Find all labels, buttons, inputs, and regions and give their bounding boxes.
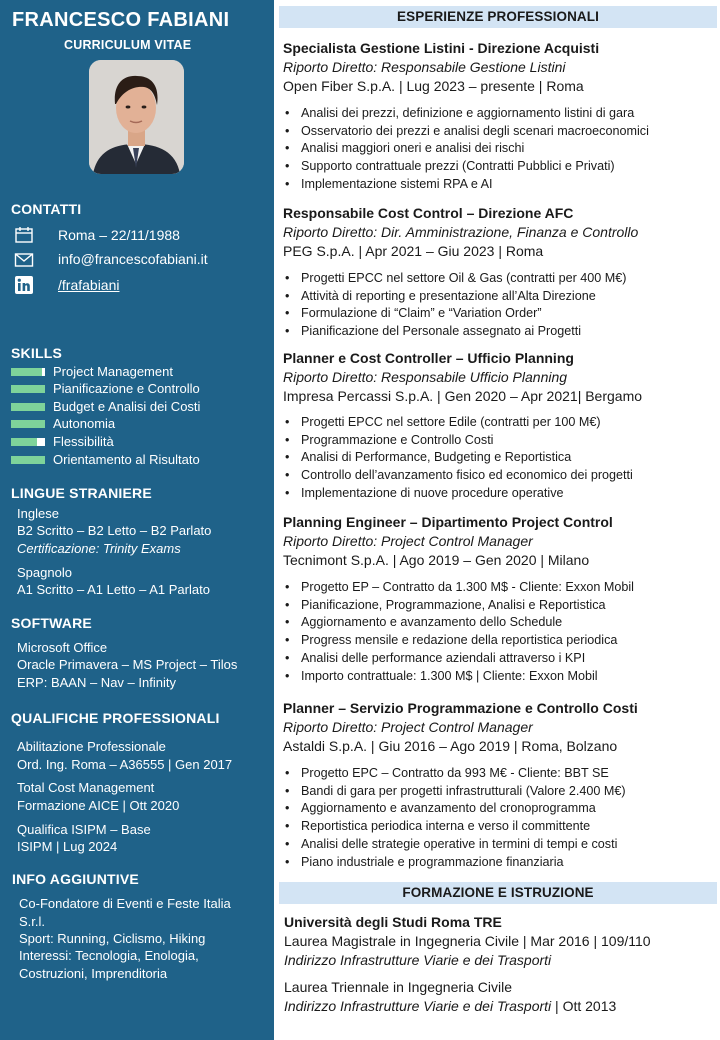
info-line: Co-Fondatore di Eventi e Feste Italia	[19, 896, 231, 911]
bachelor-track-line	[284, 998, 616, 1014]
skill-item	[11, 364, 271, 381]
skill-level-bar	[11, 456, 45, 464]
sidebar	[0, 0, 274, 1040]
skill-level-bar	[11, 368, 45, 376]
job-bullets	[283, 414, 633, 503]
software-line: Microsoft Office	[17, 640, 108, 655]
job-title: Responsabile Cost Control – Direzione AFC	[283, 205, 574, 221]
qualification-line: Abilitazione Professionale	[17, 739, 166, 754]
list-item: • Pianificazione del Personale assegnato ai Progetti	[283, 323, 626, 341]
contacts-heading: CONTATTI	[11, 201, 82, 217]
job-company: Astaldi S.p.A. | Giu 2016 – Ago 2019 | Roma, Bolzano	[283, 738, 618, 754]
job-company: Open Fiber S.p.A. | Lug 2023 – presente | Roma	[283, 78, 584, 94]
software-line: ERP: BAAN – Nav – Infinity	[17, 675, 176, 690]
list-item: • Bandi di gara per progetti infrastrutturali (Valore 2.400 M€)	[283, 783, 626, 801]
job-report: Riporto Diretto: Project Control Manager	[283, 719, 533, 735]
language-english: Inglese	[17, 506, 59, 521]
list-item: • Importo contrattuale: 1.300 M$ | Cliente: Exxon Mobil	[283, 668, 634, 686]
skill-label: Flessibilità	[53, 434, 114, 449]
experience-heading: ESPERIENZE PROFESSIONALI	[279, 6, 717, 28]
list-item: • Aggiornamento e avanzamento del cronoprogramma	[283, 800, 626, 818]
list-item: • Analisi delle strategie operative in termini di tempi e costi	[283, 836, 626, 854]
language-spanish: Spagnolo	[17, 565, 72, 580]
cv-subtitle: CURRICULUM VITAE	[64, 38, 192, 52]
skill-level-bar	[11, 385, 45, 393]
list-item: • Progetti EPCC nel settore Oil & Gas (contratti per 400 M€)	[283, 270, 626, 288]
profile-photo	[89, 60, 184, 174]
list-item: • Progress mensile e redazione della reportistica periodica	[283, 632, 634, 650]
info-line: Interessi: Tecnologia, Enologia,	[19, 948, 199, 963]
skill-level-fill	[11, 456, 45, 464]
list-item: • Programmazione e Controllo Costi	[283, 432, 633, 450]
qualifications-heading: QUALIFICHE PROFESSIONALI	[11, 710, 220, 726]
job-title: Planner e Cost Controller – Ufficio Planning	[283, 350, 574, 366]
skill-label: Budget e Analisi dei Costi	[53, 399, 201, 414]
info-line: Costruzioni, Imprenditoria	[19, 966, 168, 981]
skill-level-fill	[11, 438, 37, 446]
job-title: Planner – Servizio Programmazione e Controllo Costi	[283, 700, 638, 716]
list-item: • Analisi dei prezzi, definizione e aggiornamento listini di gara	[283, 105, 649, 123]
master-track: Indirizzo Infrastrutture Viarie e dei Trasporti	[284, 952, 552, 968]
english-certification: Certificazione: Trinity Exams	[17, 541, 181, 556]
list-item: • Analisi maggiori oneri e analisi dei rischi	[283, 140, 649, 158]
list-item: • Implementazione sistemi RPA e AI	[283, 176, 649, 194]
job-company: Tecnimont S.p.A. | Ago 2019 – Gen 2020 | Milano	[283, 552, 590, 568]
list-item: • Aggiornamento e avanzamento dello Schedule	[283, 614, 634, 632]
job-report: Riporto Diretto: Responsabile Ufficio Planning	[283, 369, 568, 385]
job-bullets	[283, 765, 626, 871]
list-item: • Progetto EPC – Contratto da 993 M€ - Cliente: BBT SE	[283, 765, 626, 783]
qualification-line: Qualifica ISIPM – Base	[17, 822, 151, 837]
job-bullets	[283, 579, 634, 685]
qualification-line: ISIPM | Lug 2024	[17, 839, 118, 854]
skill-item	[11, 416, 271, 433]
job-report: Riporto Diretto: Responsabile Gestione Listini	[283, 59, 566, 75]
list-item: • Controllo dell’avanzamento fisico ed economico dei progetti	[283, 467, 633, 485]
software-heading: SOFTWARE	[11, 615, 92, 631]
job-company: Impresa Percassi S.p.A. | Gen 2020 – Apr 2021| Bergamo	[283, 388, 643, 404]
job-title: Planning Engineer – Dipartimento Project Control	[283, 514, 613, 530]
bachelor-track: Indirizzo Infrastrutture Viarie e dei Trasporti	[284, 998, 552, 1014]
skill-level-fill	[11, 420, 45, 428]
job-report: Riporto Diretto: Dir. Amministrazione, Finanza e Controllo	[283, 224, 639, 240]
linkedin-icon	[14, 276, 34, 294]
calendar-icon	[14, 226, 34, 244]
list-item: • Progetto EP – Contratto da 1.300 M$ - Cliente: Exxon Mobil	[283, 579, 634, 597]
list-item: • Reportistica periodica interna e verso il committente	[283, 818, 626, 836]
info-line: Sport: Running, Ciclismo, Hiking	[19, 931, 206, 946]
list-item: • Implementazione di nuove procedure operative	[283, 485, 633, 503]
mail-icon	[14, 251, 34, 269]
linkedin-link[interactable]: /frafabiani	[58, 277, 120, 293]
skill-label: Project Management	[53, 364, 173, 379]
skill-label: Orientamento al Risultato	[53, 452, 200, 467]
job-company: PEG S.p.A. | Apr 2021 – Giu 2023 | Roma	[283, 243, 544, 259]
job-report: Riporto Diretto: Project Control Manager	[283, 533, 533, 549]
bachelor-degree: Laurea Triennale in Ingegneria Civile	[284, 979, 513, 995]
info-line: S.r.l.	[19, 914, 46, 929]
list-item: • Osservatorio dei prezzi e analisi degli scenari macroeconomici	[283, 123, 649, 141]
person-name: FRANCESCO FABIANI	[12, 9, 230, 31]
skill-level-bar	[11, 420, 45, 428]
skill-level-fill	[11, 385, 45, 393]
list-item: • Supporto contrattuale prezzi (Contratti Pubblici e Privati)	[283, 158, 649, 176]
skill-item	[11, 399, 271, 416]
job-bullets	[283, 270, 626, 341]
list-item: • Formulazione di “Claim” e “Variation Order”	[283, 305, 626, 323]
skill-level-fill	[11, 368, 42, 376]
list-item: • Analisi di Performance, Budgeting e Reportistica	[283, 449, 633, 467]
university-name: Università degli Studi Roma TRE	[284, 914, 502, 930]
master-degree: Laurea Magistrale in Ingegneria Civile | Mar 2016 | 109/110	[284, 933, 651, 949]
skill-level-bar	[11, 438, 45, 446]
skill-item	[11, 381, 271, 398]
english-levels: B2 Scritto – B2 Letto – B2 Parlato	[17, 523, 212, 538]
qualification-line: Total Cost Management	[17, 780, 155, 795]
skills-heading: SKILLS	[11, 345, 62, 361]
list-item: • Piano industriale e programmazione finanziaria	[283, 854, 626, 872]
birth-info: Roma – 22/11/1988	[58, 227, 180, 243]
skill-label: Pianificazione e Controllo	[53, 381, 200, 396]
qualification-line: Ord. Ing. Roma – A36555 | Gen 2017	[17, 757, 233, 772]
qualification-line: Formazione AICE | Ott 2020	[17, 798, 180, 813]
skill-item	[11, 434, 271, 451]
bachelor-date: | Ott 2013	[551, 998, 617, 1014]
skill-level-fill	[11, 403, 45, 411]
email-link[interactable]: info@francescofabiani.it	[58, 251, 208, 267]
languages-heading: LINGUE STRANIERE	[11, 485, 152, 501]
list-item: • Progetti EPCC nel settore Edile (contratti per 100 M€)	[283, 414, 633, 432]
software-line: Oracle Primavera – MS Project – Tilos	[17, 657, 238, 672]
skill-item	[11, 452, 271, 469]
list-item: • Analisi delle performance aziendali attraverso i KPI	[283, 650, 634, 668]
list-item: • Pianificazione, Programmazione, Analisi e Reportistica	[283, 597, 634, 615]
job-title: Specialista Gestione Listini - Direzione Acquisti	[283, 40, 600, 56]
info-heading: INFO AGGIUNTIVE	[12, 871, 139, 887]
education-heading: FORMAZIONE E ISTRUZIONE	[279, 882, 717, 904]
spanish-levels: A1 Scritto – A1 Letto – A1 Parlato	[17, 582, 210, 597]
list-item: • Attività di reporting e presentazione all’Alta Direzione	[283, 288, 626, 306]
job-bullets	[283, 105, 649, 194]
skill-label: Autonomia	[53, 416, 116, 431]
skill-level-bar	[11, 403, 45, 411]
